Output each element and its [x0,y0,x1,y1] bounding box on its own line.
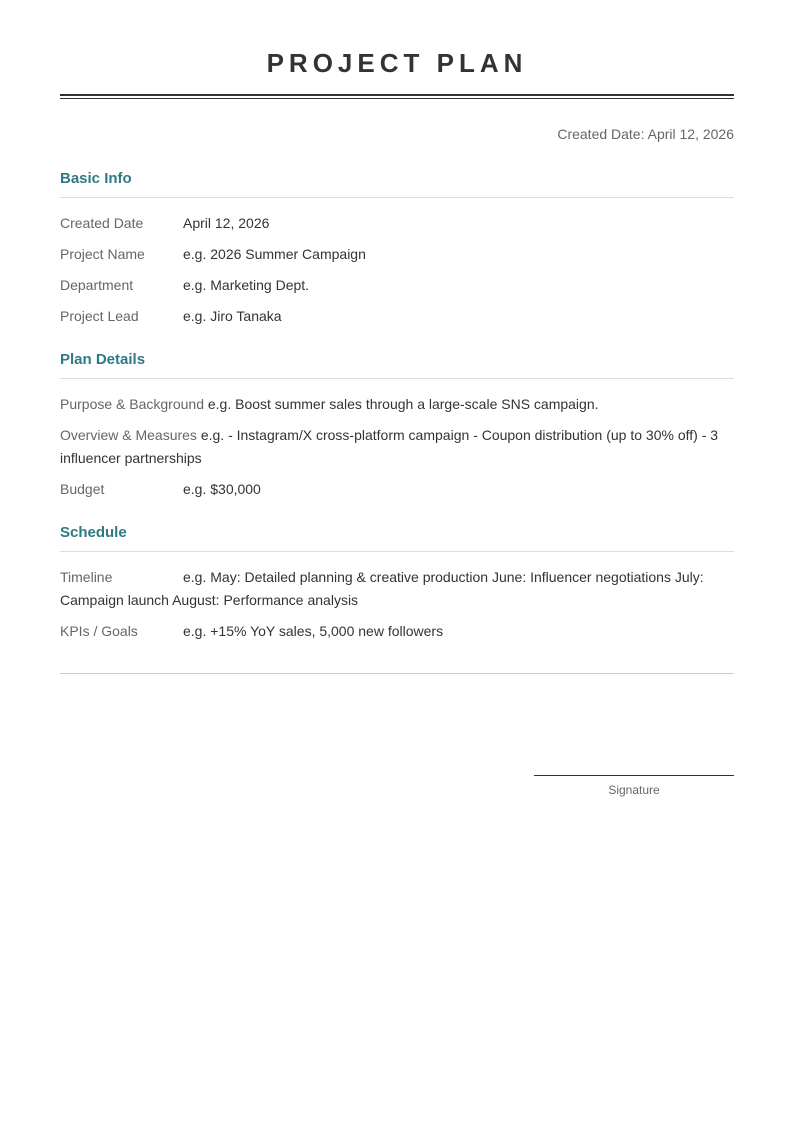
field-label: Project Lead [60,308,139,324]
timeline-row [60,566,734,612]
department-row [60,274,734,297]
signature-line [534,775,734,797]
field-label: KPIs / Goals [60,623,138,639]
field-label: Purpose & Background [60,396,204,412]
section-end-divider [60,673,734,674]
field-value: e.g. $30,000 [183,481,261,497]
field-label: Overview & Measures [60,427,197,443]
schedule-section [60,523,734,643]
field-value: April 12, 2026 [183,215,270,231]
schedule-heading: Schedule [60,523,734,552]
basic-info-section [60,169,734,328]
created-date-row [60,212,734,235]
purpose-background-row [60,393,734,416]
field-value: e.g. 2026 Summer Campaign [183,246,366,262]
basic-info-heading: Basic Info [60,169,734,198]
document-title: PROJECT PLAN [266,48,528,78]
plan-details-heading: Plan Details [60,350,734,379]
kpis-goals-row [60,620,734,643]
project-lead-row [60,305,734,328]
field-value: e.g. - Instagram/X cross-platform campaign - Coupon distribution (up to 30% off) - 3 influencer partnerships [60,427,719,466]
overview-measures-row [60,424,734,470]
budget-row [60,478,734,501]
field-label: Timeline [60,569,113,585]
field-label: Department [60,277,134,293]
plan-details-section [60,350,734,501]
field-value: e.g. May: Detailed planning & creative production June: Influencer negotiations July: Campaign launch August: Performance analysis [60,569,704,608]
field-label: Created Date [60,215,144,231]
document-page [60,0,734,674]
created-date-line: Created Date: April 12, 2026 [557,126,734,142]
project-name-row [60,243,734,266]
field-value: e.g. +15% YoY sales, 5,000 new followers [183,623,444,639]
title-double-rule [60,94,734,99]
field-value: e.g. Jiro Tanaka [183,308,282,324]
field-value: e.g. Marketing Dept. [183,277,310,293]
field-value: e.g. Boost summer sales through a large-scale SNS campaign. [207,396,599,412]
field-label: Project Name [60,246,145,262]
field-label: Budget [60,481,105,497]
signature-label: Signature [608,783,660,797]
